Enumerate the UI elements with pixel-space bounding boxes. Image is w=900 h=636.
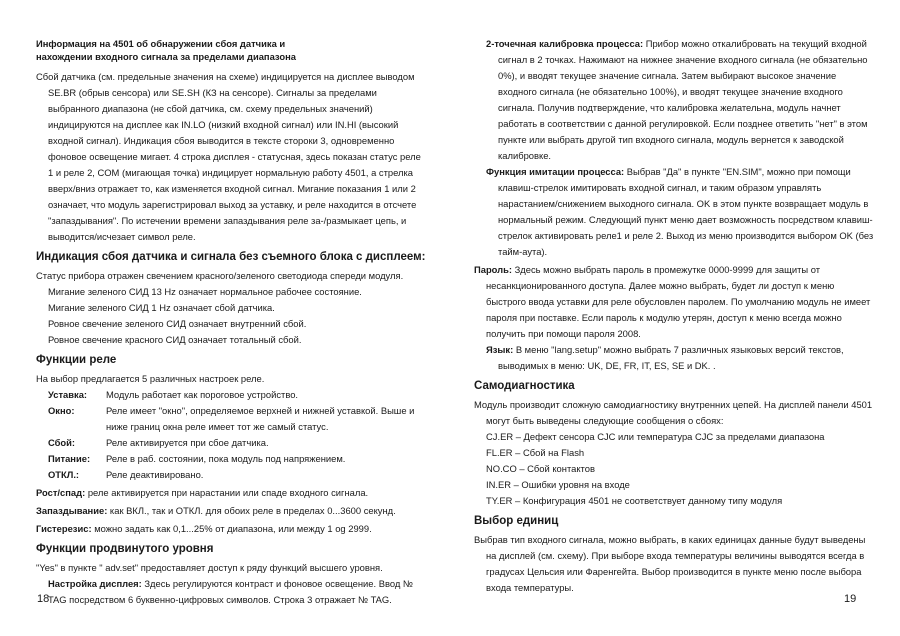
relay-setting-row [36, 387, 428, 403]
diagnostics-item: NO.CO – Сбой контактов [486, 463, 595, 474]
delay-line [36, 503, 428, 519]
rise-fall-line [36, 485, 428, 501]
relay-setting-value: Реле имеет "окно", определяемое верхней и нижней уставкой. Выше и ниже границ окна реле имеет тот же самый статус. [106, 405, 415, 432]
relay-setting-value: Реле активируется при сбое датчика. [106, 437, 269, 448]
advanced-intro: "Yes" в пункте " adv.set" предоставляет доступ к ряду функций высшего уровня. [36, 562, 383, 573]
diagnostics-item: TY.ER – Конфигурация 4501 не соответствует данному типу модуля [486, 495, 783, 506]
indication-item: Мигание зеленого СИД 1 Hz означает сбой датчика. [48, 302, 275, 313]
indication-item: Ровное свечение зеленого СИД означает внутренний сбой. [48, 318, 307, 329]
relay-setting-value: Модуль работает как пороговое устройство. [106, 389, 299, 400]
display-setting-text: Здесь регулируются контраст и фоновое освещение. Ввод № TAG посредством 6 буквенно-цифровых символов. Строка 3 отражает № TAG. [48, 578, 413, 605]
relay-setting-value: Реле деактивировано. [106, 469, 204, 480]
hysteresis-text: можно задать как 0,1...25% от диапазона, или между 1 og 2999. [94, 523, 372, 534]
relay-intro: На выбор предлагается 5 различных настроек реле. [36, 373, 265, 384]
calibration-text: Прибор можно откалибровать на текущий входной сигнал в 2 точках. Нажимают на нижнее значение входного сигнала (не обязательно 0%), и вводят текущее значение сигнала. Затем выбирают высокое значение входного сигнала (не обязательно 100%), и вводят текущее значение входного сигнала. Получив подтверждение, что калибровка желательна, модуль начнет работать в соответствии с данной регулировкой. Если позднее ответить "нет" в этом пункте или выбрать другой тип входного сигнала, модуль вернется к заводской калибровке. [498, 38, 868, 161]
units-text: Выбрав тип входного сигнала, можно выбрать, в каких единицах данные будут выведены на дисплей (см. схему). При выборе входа температуры величины выводятся всегда в градусах Цельсия или Фаренгейта. Выбор производится в пункте меню после выбора входа температуры. [474, 534, 866, 593]
page-number: 18 [37, 593, 50, 605]
language-text: В меню "lang.setup" можно выбрать 7 различных языковых версий текстов, выводимых в меню: UK, DE, FR, IT, ES, SE и DK. . [498, 344, 844, 371]
sensor-error-heading: Информация на 4501 об обнаружении сбоя датчика и нахождении входного сигнала за пределами диапазона [36, 38, 296, 62]
calibration-paragraph [474, 36, 874, 164]
right-column [474, 36, 874, 596]
relay-heading: Функции реле [36, 354, 117, 366]
language-paragraph [474, 342, 874, 374]
delay-label: Запаздывание: [36, 505, 108, 516]
calibration-label: 2-точечная калибровка процесса: [486, 38, 644, 49]
page-number: 19 [844, 593, 857, 605]
rise-fall-label: Рост/спад: [36, 487, 86, 498]
relay-setting-row [36, 435, 428, 451]
simulation-label: Функция имитации процесса: [486, 166, 625, 177]
relay-setting-row [36, 467, 428, 483]
hysteresis-label: Гистерезис: [36, 523, 92, 534]
display-setting-paragraph [36, 576, 428, 608]
password-paragraph [474, 262, 874, 342]
relay-setting-row [36, 451, 428, 467]
right-page [450, 0, 900, 636]
relay-setting-row [36, 403, 428, 435]
hysteresis-line [36, 521, 428, 537]
simulation-text: Выбрав "Да" в пункте "EN.SIM", можно при помощи клавиш-стрелок имитировать входной сигнал, и таким образом управлять нарастанием/снижением выходного сигнала. OK в этом пункте возвращает модуль в нормальный режим. Следующий пункт меню дает возможность посредством клавиш-стрелок активировать реле1 и реле 2. Выход из меню производится выбором OK (без тайм-аута). [498, 166, 874, 257]
delay-text: как ВКЛ., так и ОТКЛ. для обоих реле в пределах 0...3600 секунд. [109, 505, 396, 516]
sensor-error-text: Сбой датчика (см. предельные значения на схеме) индицируется на дисплее выводом SE.BR (обрыв сенсора) или SE.SH (КЗ на сенсоре). Сигналы за пределами выбранного диапазона (не сбой датчика, см. схему предельных значений) индицируются на дисплее как IN.LO (низкий входной сигнал) или IN.HI (высокий входной сигнал). Индикация сбоя выводится в тексте стороки 3, одновременно фоновое освещение мигает. 4 строка дисплея - статусная, здесь показан статус реле 1 и реле 2, COM (мигающая точка) индицирует нормальную работу 4501, а стрелка вверх/вниз отражает то, как изменяется входной сигнал. Мигание показания 1 или 2 означает, что модуль зарегистрировал выход за уставку, и реле находится в отсчете "запаздывания". По истечении времени запаздывания реле за-/размыкает цепь, и выводится/исчезает символ реле. [36, 71, 421, 242]
indication-heading: Индикация сбоя датчика и сигнала без съемного блока с дисплеем: [36, 251, 426, 263]
diagnostics-item: IN.ER – Ошибки уровня на входе [486, 479, 630, 490]
indication-item: Мигание зеленого СИД 13 Hz означает нормальное рабочее состояние. [48, 286, 362, 297]
relay-setting-key: Окно: [48, 405, 75, 416]
diagnostics-item: CJ.ER – Дефект сенсора CJC или температура CJC за пределами диапазона [486, 431, 825, 442]
relay-setting-key: Сбой: [48, 437, 76, 448]
relay-setting-key: Питание: [48, 453, 91, 464]
language-label: Язык: [486, 344, 514, 355]
relay-setting-key: Уставка: [48, 389, 88, 400]
left-column [36, 37, 428, 608]
simulation-paragraph [474, 164, 874, 260]
indication-item: Ровное свечение красного СИД означает тотальный сбой. [48, 334, 302, 345]
relay-setting-key: ОТКЛ.: [48, 469, 80, 480]
diagnostics-heading: Самодиагностика [474, 380, 575, 392]
units-heading: Выбор единиц [474, 515, 559, 527]
display-setting-label: Настройка дисплея: [48, 578, 142, 589]
diagnostics-intro: Модуль производит сложную самодиагностику внутренних цепей. На дисплей панели 4501 могут быть выведены следующие сообщения о сбоях: [474, 399, 873, 426]
indication-intro: Статус прибора отражен свечением красного/зеленого светодиода спереди модуля. [36, 270, 404, 281]
rise-fall-text: реле активируется при нарастании или спаде входного сигнала. [87, 487, 369, 498]
relay-setting-value: Реле в раб. состоянии, пока модуль под напряжением. [106, 453, 346, 464]
advanced-heading: Функции продвинутого уровня [36, 543, 214, 555]
diagnostics-item: FL.ER – Сбой на Flash [486, 447, 585, 458]
password-text: Здесь можно выбрать пароль в промежутке 0000-9999 для защиты от несанкционированного доступа. Далее можно выбрать, будет ли доступ к меню быстрого ввода уставки для реле обусловлен паролем. По умолчанию модуль не имеет пароля при поставке. Если пароль к модулю утерян, доступ к меню всегда можно получить при помощи пароля 2008. [486, 264, 871, 339]
password-label: Пароль: [474, 264, 513, 275]
